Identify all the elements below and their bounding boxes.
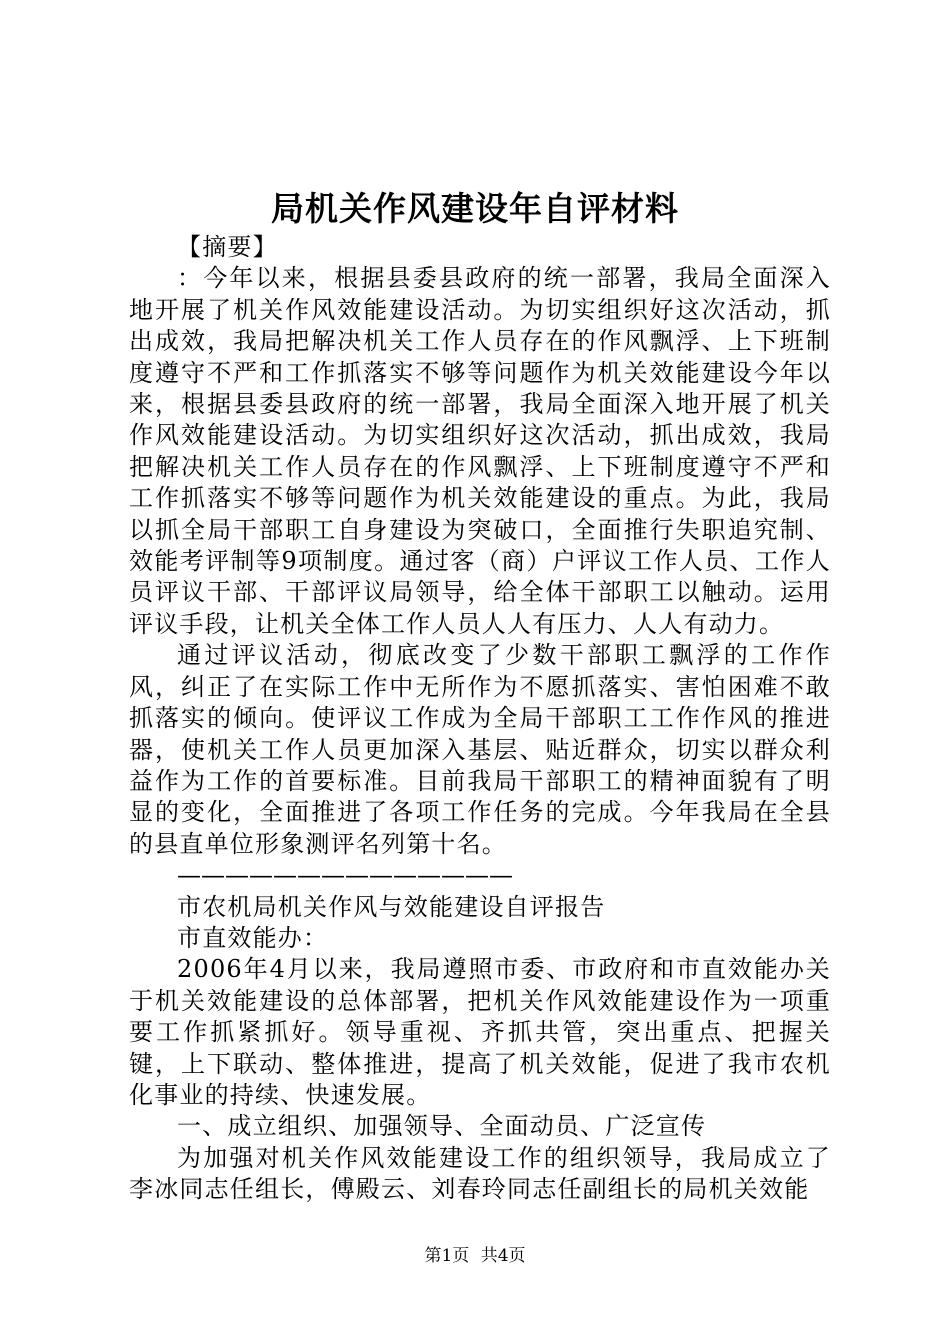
page-number: 第1页 [424, 1246, 470, 1266]
abstract-paragraph: ：今年以来，根据县委县政府的统一部署，我局全面深入地开展了机关作风效能建设活动。为切实组织好这次活动，抓出成效，我局把解决机关工作人员存在的作风飘浮、上下班制度遵守不严和工作抓落实不够等问题作为机关效能建设今年以来，根据县委县政府的统一部署，我局全面深入地开展了机关作风效能建设活动。为切实组织好这次活动，抓出成效，我局把解决机关工作人员存在的作风飘浮、上下班制度遵守不严和工作抓落实不够等问题作为机关效能建设的重点。为此，我局以抓全局干部职工自身建设为突破口，全面推行失职追究制、效能考评制等9项制度。通过客（商）户评议工作人员、工作人员评议干部、干部评议局领导，给全体干部职工以触动。运用评议手段，让机关全体工作人员人人有压力、人人有动力。 [129, 264, 831, 638]
section-separator: —————————————— [177, 861, 513, 890]
report-subtitle: 市农机局机关作风与效能建设自评报告 [177, 892, 606, 921]
body-paragraph: 为加强对机关作风效能建设工作的组织领导，我局成立了李冰同志任组长，傅殿云、刘春玲同志任副组长的局机关效能 [129, 1143, 831, 1204]
section-heading: 一、成立组织、加强领导、全面动员、广泛宣传 [177, 1112, 707, 1141]
report-addressee: 市直效能办： [177, 923, 329, 952]
page-total: 共4页 [480, 1246, 526, 1266]
abstract-heading: 【摘要】 [177, 233, 278, 261]
document-title: 局机关作风建设年自评材料 [271, 189, 679, 228]
document-body [129, 232, 831, 1206]
page-footer [0, 1244, 950, 1268]
body-paragraph: 2006年4月以来，我局遵照市委、市政府和市直效能办关于机关效能建设的总体部署，把机关作风效能建设作为一项重要工作抓紧抓好。领导重视、齐抓共管，突出重点、把握关键，上下联动、整体推进，提高了机关效能，促进了我市农机化事业的持续、快速发展。 [129, 955, 831, 1109]
body-paragraph: 通过评议活动，彻底改变了少数干部职工飘浮的工作作风，纠正了在实际工作中无所作为不愿抓落实、害怕困难不敢抓落实的倾向。使评议工作成为全局干部职工工作作风的推进器，使机关工作人员更加深入基层、贴近群众，切实以群众利益作为工作的首要标准。目前我局干部职工的精神面貌有了明显的变化，全面推进了各项工作任务的完成。今年我局在全县的县直单位形象测评名列第十名。 [129, 641, 831, 858]
